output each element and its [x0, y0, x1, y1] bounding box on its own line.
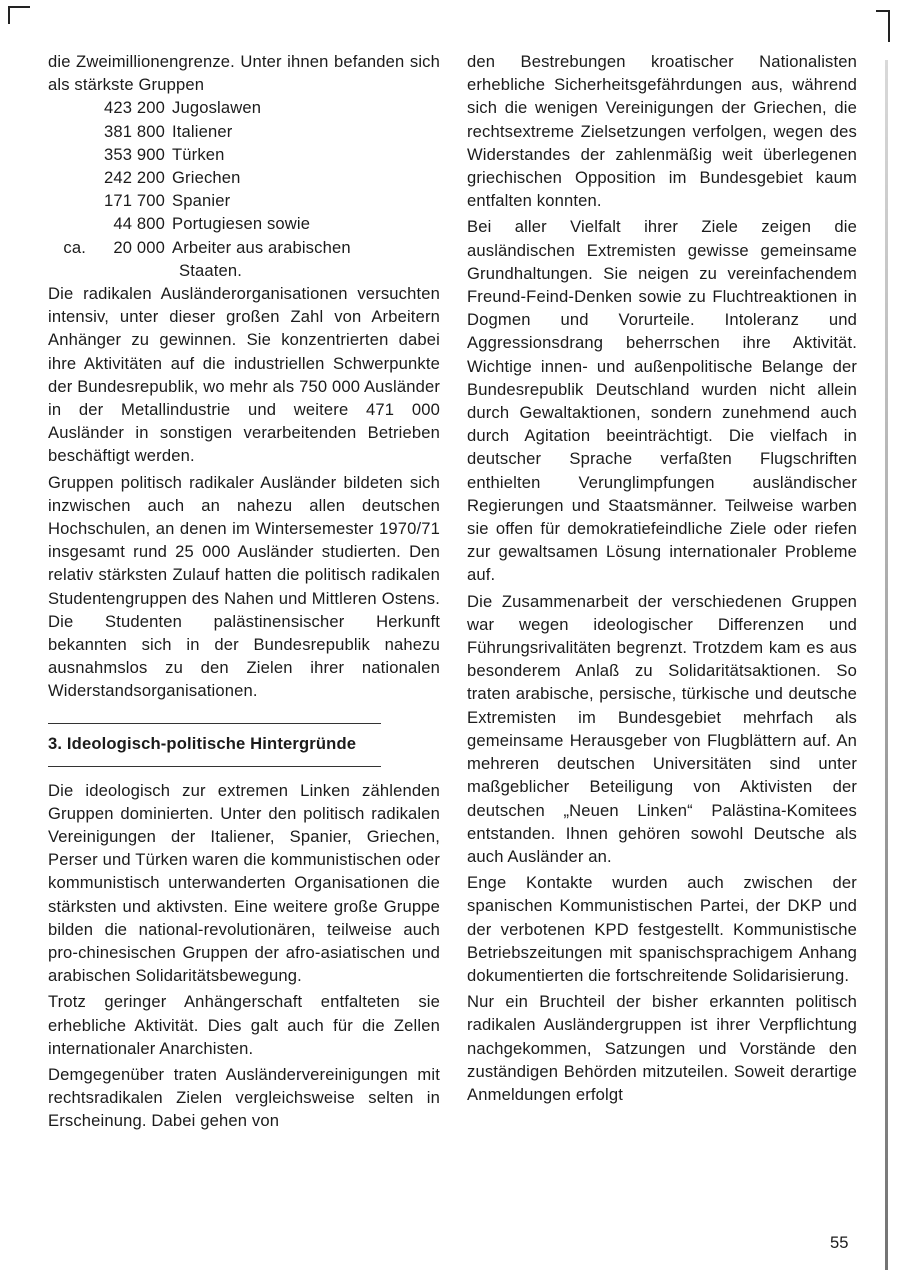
- scan-corner-mark: [8, 6, 30, 24]
- statistic-number: 381 800: [103, 121, 165, 141]
- statistic-number: 423 200: [103, 98, 165, 118]
- statistic-label-continuation: Staaten.: [179, 260, 243, 280]
- statistic-label: Spanier: [172, 191, 231, 211]
- statistic-prefix: ca.: [63, 237, 86, 257]
- paragraph: die Zweimillionengrenze. Unter ihnen befanden sich als stärkste Gruppen: [48, 52, 440, 95]
- statistic-prefix: [48, 166, 92, 189]
- paragraph: Die Zusammenarbeit der verschiedenen Gruppen war wegen ideologischer Differenzen und Führungsrivalitäten begrenzt. Trotzdem kam es aus besonderem Anlaß zu Solidaritätsaktionen. So traten arabische, persische, türkische und deutsche Extremisten im Bundesgebiet mehrfach als gemeinsame Herausgeber von Flugblättern auf. An mehreren deutschen Universitäten sind unter maßgeblicher Beteiligung von Aktivisten der deutschen „Neuen Linken“ Palästina-Komitees entstanden. Ihnen gehören sowohl Deutsche als auch Ausländer an.: [467, 591, 857, 866]
- scan-corner-mark-right: [876, 10, 890, 42]
- paragraph: Die ideologisch zur extremen Linken zählenden Gruppen dominierten. Unter den politisch radikalen Vereinigungen der Italiener, Spanier, Griechen, Perser und Türken waren die kommunistischen oder kommunistisch unterwanderten Organisationen die stärksten und aktivsten. Eine weitere große Gruppe bilden die national-revolutionären, teilweise auch pro-chinesischen Gruppen der afro-asiatischen und arabischen Solidaritätsbewegung.: [48, 780, 440, 986]
- statistic-row: [48, 189, 440, 212]
- statistic-row: [48, 236, 440, 259]
- paragraph: Bei aller Vielfalt ihrer Ziele zeigen die ausländischen Extremisten gewisse gemeinsame Grundhaltungen. Sie neigen zu vereinfachendem Freund-Feind-Denken sowie zu Fluchtreaktionen in Dogmen und Vorurteile. Intoleranz und Aggressionsdrang beherrschen ihre Aktivität. Wichtige innen- und außenpolitische Belange der Bundesrepublik Deutschland wurden nicht allein durch Gewaltaktionen, sondern zunehmend auch durch Agitation beeinträchtigt. Die vielfach in deutscher Sprache verfaßten Flugschriften enthielten Verunglimpfungen ausländischer Regierungen und Staatsmänner. Teilweise warben sie offen für demokratiefeindliche Ziele oder riefen zur gewaltsamen Lösung internationaler Probleme auf.: [467, 217, 857, 585]
- statistic-prefix: [48, 96, 92, 119]
- statistic-prefix: [48, 189, 92, 212]
- statistic-number: 44 800: [113, 214, 165, 234]
- statistic-prefix: [48, 212, 92, 235]
- statistic-row: [48, 143, 440, 166]
- statistic-prefix: [48, 143, 92, 166]
- statistic-label: Jugoslawen: [172, 98, 262, 118]
- statistic-row: [48, 212, 440, 235]
- paragraph: Gruppen politisch radikaler Ausländer bildeten sich inzwischen auch an nahezu allen deutschen Hochschulen, an denen im Wintersemester 1970/71 insgesamt rund 25 000 Ausländer studierten. Den relativ stärksten Zulauf hatten die politisch radikalen Studentengruppen des Nahen und Mittleren Ostens. Die Studenten palästinensischer Herkunft bekannten sich in der Bundesrepublik nahezu ausnahmslos zu den Zielen ihrer nationalen Widerstandsorganisationen.: [48, 472, 440, 701]
- paragraph: Enge Kontakte wurden auch zwischen der spanischen Kommunistischen Partei, der DKP und der verbotenen KPD festgestellt. Kommunistische Betriebszeitungen mit spanischsprachigem Anhang dokumentierten die fortschreitende Solidarisierung.: [467, 873, 857, 985]
- page-number: 55: [830, 1233, 849, 1252]
- section-divider: [48, 766, 381, 767]
- statistic-number: 20 000: [113, 237, 165, 257]
- paragraph: Nur ein Bruchteil der bisher erkannten politisch radikalen Ausländergruppen ist ihrer Verpflichtung nachgekommen, Satzungen und Vorstände den zuständigen Behörden mitzuteilen. Soweit derartige Anmeldungen erfolgt: [467, 992, 857, 1104]
- statistic-number: 353 900: [103, 144, 165, 164]
- statistic-label: Türken: [172, 144, 225, 164]
- statistic-label: Portugiesen sowie: [172, 214, 311, 234]
- statistic-number: 171 700: [103, 191, 165, 211]
- section-divider: [48, 723, 381, 724]
- left-column: [48, 50, 440, 1133]
- statistic-prefix: [48, 120, 92, 143]
- section-heading: 3. Ideologisch-politische Hintergründe: [48, 733, 357, 753]
- statistic-row: [48, 120, 440, 143]
- statistic-row: [48, 166, 440, 189]
- paragraph: Demgegenüber traten Ausländervereinigungen mit rechtsradikalen Zielen vergleichsweise selten in Erscheinung. Dabei gehen von: [48, 1065, 440, 1131]
- right-column: [467, 50, 857, 1106]
- statistic-label: Italiener: [172, 121, 233, 141]
- statistic-row: [48, 96, 440, 119]
- paragraph: Die radikalen Ausländerorganisationen versuchten intensiv, unter dieser großen Zahl von Arbeitern Anhänger zu gewinnen. Sie konzentrierten dabei ihre Aktivitäten auf die industriellen Schwerpunkte der Bundesrepublik, wo mehr als 750 000 Ausländer in der Metallindustrie und weitere 471 000 Ausländer in sonstigen verarbeitenden Betrieben beschäftigt werden.: [48, 283, 441, 466]
- nationality-statistics: [48, 96, 440, 282]
- statistic-number: 242 200: [103, 167, 165, 187]
- paragraph: den Bestrebungen kroatischer Nationalisten erhebliche Sicherheitsgefährdungen aus, während sich die wenigen Vereinigungen der Griechen, die rechtsextreme Zielsetzungen verfolgen, wegen des Widerstandes der zahlenmäßig weit überlegenen griechischen Opposition im Bundesgebiet kaum entfalten konnten.: [467, 52, 857, 211]
- page-edge-shadow: [885, 60, 888, 1270]
- paragraph: Trotz geringer Anhängerschaft entfalteten sie erhebliche Aktivität. Dies galt auch für die Zellen internationaler Anarchisten.: [48, 992, 440, 1058]
- statistic-label: Griechen: [172, 167, 241, 187]
- statistic-label: Arbeiter aus arabischen: [172, 237, 351, 257]
